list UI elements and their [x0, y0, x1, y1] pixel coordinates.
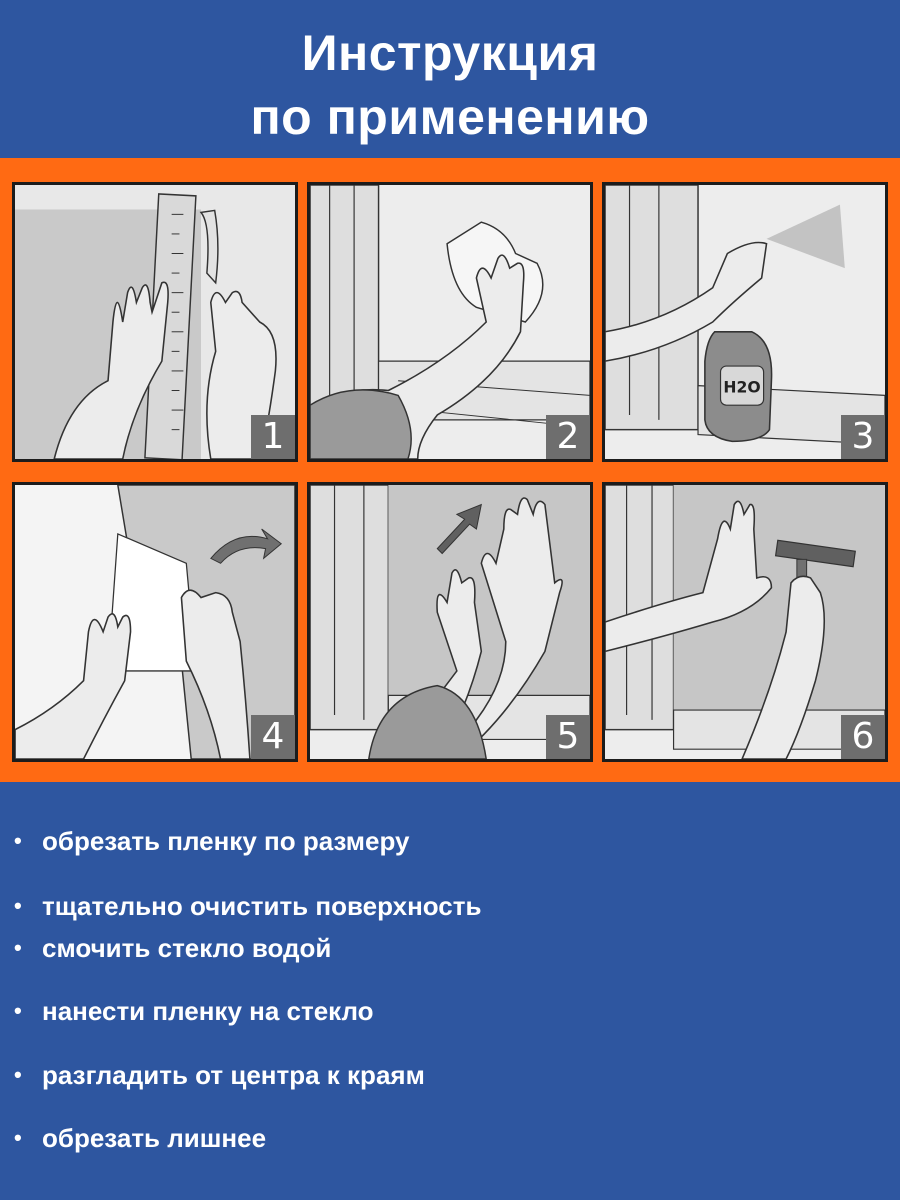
panel-step-2	[307, 182, 593, 462]
h2o-label: H2O	[723, 377, 761, 397]
bullet-icon: •	[14, 1125, 22, 1150]
step-number-badge: 1	[251, 415, 295, 459]
bullet-icon: •	[14, 998, 22, 1023]
step-number-badge: 5	[546, 715, 590, 759]
bullet-icon: •	[14, 1062, 22, 1087]
bullet-icon: •	[14, 935, 22, 960]
step-text: разгладить от центра к краям	[42, 1060, 425, 1090]
header	[0, 0, 900, 158]
bullet-icon: •	[14, 828, 22, 853]
step-text: обрезать пленку по размеру	[42, 826, 410, 856]
panel-step-5	[307, 482, 593, 762]
list-item	[14, 933, 331, 964]
step-text: тщательно очистить поверхность	[42, 891, 482, 921]
step-number-badge: 4	[251, 715, 295, 759]
title-line-2: по применению	[250, 89, 650, 145]
panel-step-3	[602, 182, 888, 462]
step-text: обрезать лишнее	[42, 1123, 267, 1153]
step-number-badge: 2	[546, 415, 590, 459]
list-item	[14, 1060, 425, 1091]
step-number-badge: 6	[841, 715, 885, 759]
step-text: нанести пленку на стекло	[42, 996, 374, 1026]
step-text: смочить стекло водой	[42, 933, 332, 963]
list-item	[14, 996, 374, 1027]
panel-step-1	[12, 182, 298, 462]
bullet-icon: •	[14, 893, 22, 918]
list-item	[14, 1123, 266, 1154]
list-item	[14, 891, 482, 922]
panel-step-4	[12, 482, 298, 762]
list-item	[14, 826, 409, 857]
title-line-1: Инструкция	[301, 25, 599, 81]
panel-step-6	[602, 482, 888, 762]
step-number-badge: 3	[841, 415, 885, 459]
